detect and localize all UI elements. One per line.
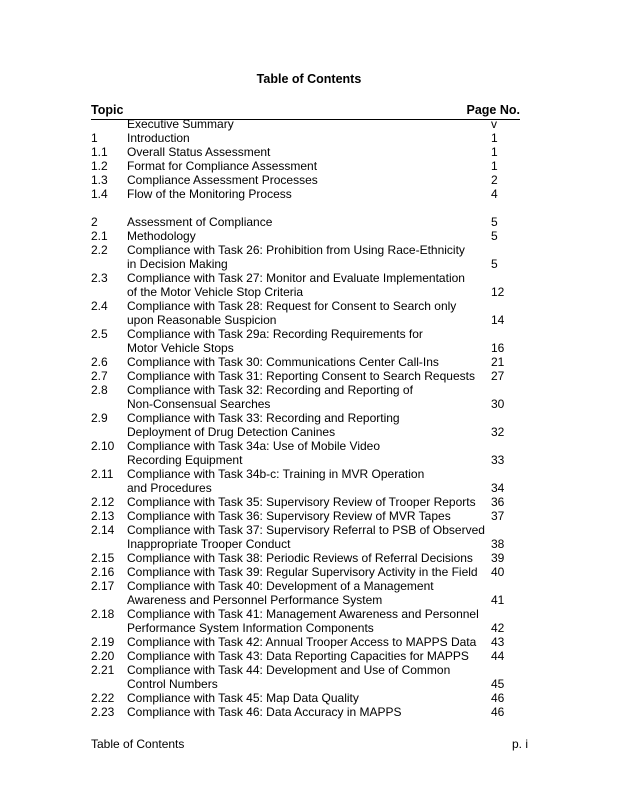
entry-title: Deployment of Drug Detection Canines [127, 425, 336, 439]
toc-entry [0, 621, 618, 635]
page-title: Table of Contents [256, 72, 362, 86]
entry-title: Overall Status Assessment [127, 145, 271, 159]
toc-entry [0, 299, 618, 313]
entry-title: in Decision Making [127, 257, 228, 271]
entry-number: 2.5 [91, 327, 108, 341]
entry-number: 2.14 [91, 523, 115, 537]
toc-entry [0, 243, 618, 257]
entry-page: 32 [491, 425, 505, 439]
entry-title: Executive Summary [127, 117, 234, 131]
toc-entry [0, 523, 618, 537]
footer-page-number: p. i [511, 737, 528, 751]
toc-entry [0, 257, 618, 271]
entry-title: Motor Vehicle Stops [127, 341, 234, 355]
entry-page: 46 [491, 705, 505, 719]
toc-entry [0, 607, 618, 621]
entry-title: Assessment of Compliance [127, 215, 273, 229]
entry-page: 37 [491, 509, 505, 523]
entry-number: 2.21 [91, 663, 115, 677]
toc-entry [0, 705, 618, 719]
entry-title: Compliance with Task 26: Prohibition from Using Race-Ethnicity [127, 243, 465, 257]
entry-page: 5 [491, 229, 498, 243]
toc-entry [0, 411, 618, 425]
entry-title: of the Motor Vehicle Stop Criteria [127, 285, 304, 299]
toc-entry [0, 453, 618, 467]
toc-entry [0, 327, 618, 341]
entry-page: 41 [491, 593, 505, 607]
page-no-heading: Page No. [466, 103, 520, 117]
toc-entry [0, 145, 618, 159]
entry-page: 43 [491, 635, 505, 649]
entry-number: 2.12 [91, 495, 115, 509]
entry-page: 40 [491, 565, 505, 579]
entry-number: 2.15 [91, 551, 115, 565]
toc-entry [0, 635, 618, 649]
entry-title: Compliance with Task 28: Request for Consent to Search only [127, 299, 457, 313]
toc-entry [0, 509, 618, 523]
toc-entry [0, 159, 618, 173]
entry-title: Compliance with Task 44: Development and Use of Common [127, 663, 451, 677]
entry-number: 2.8 [91, 383, 108, 397]
entry-title: Format for Compliance Assessment [127, 159, 318, 173]
entry-title: Compliance with Task 39: Regular Supervisory Activity in the Field [127, 565, 478, 579]
toc-entry [0, 579, 618, 593]
entry-page: 30 [491, 397, 505, 411]
entry-title: Compliance with Task 33: Recording and Reporting [127, 411, 400, 425]
toc-entry [0, 187, 618, 201]
toc-entry [0, 215, 618, 229]
entry-title: Compliance with Task 34b-c: Training in MVR Operation [127, 467, 425, 481]
toc-entry [0, 355, 618, 369]
toc-entry [0, 495, 618, 509]
entry-number: 2.7 [91, 369, 108, 383]
entry-title: Compliance Assessment Processes [127, 173, 318, 187]
entry-number: 2.4 [91, 299, 108, 313]
entry-page: 1 [491, 145, 498, 159]
entry-page: 14 [491, 313, 505, 327]
entry-number: 1.3 [91, 173, 108, 187]
entry-number: 2.20 [91, 649, 115, 663]
entry-page: 36 [491, 495, 505, 509]
entry-number: 2.22 [91, 691, 115, 705]
entry-number: 1.2 [91, 159, 108, 173]
toc-entry [0, 663, 618, 677]
entry-title: Introduction [127, 131, 190, 145]
entry-number: 2.10 [91, 439, 115, 453]
entry-page: 21 [491, 355, 505, 369]
entry-title: Performance System Information Components [127, 621, 374, 635]
entry-number: 2 [91, 215, 98, 229]
entry-title: Compliance with Task 37: Supervisory Referral to PSB of Observed [127, 523, 485, 537]
entry-number: 1.4 [91, 187, 108, 201]
toc-entry [0, 201, 618, 215]
entry-title: Compliance with Task 34a: Use of Mobile Video [127, 439, 381, 453]
entry-page: 42 [491, 621, 505, 635]
toc-entry [0, 467, 618, 481]
entry-title: Non-Consensual Searches [127, 397, 271, 411]
entry-number: 1.1 [91, 145, 108, 159]
entry-title: Inappropriate Trooper Conduct [127, 537, 291, 551]
toc-list [0, 117, 618, 719]
entry-title: Methodology [127, 229, 196, 243]
toc-entry [0, 285, 618, 299]
entry-title: Compliance with Task 36: Supervisory Review of MVR Tapes [127, 509, 451, 523]
entry-page: 45 [491, 677, 505, 691]
toc-entry [0, 439, 618, 453]
entry-page: 34 [491, 481, 505, 495]
entry-number: 2.3 [91, 271, 108, 285]
entry-title: Compliance with Task 45: Map Data Quality [127, 691, 359, 705]
toc-entry [0, 271, 618, 285]
entry-title: Compliance with Task 38: Periodic Reviews of Referral Decisions [127, 551, 473, 565]
entry-title: Compliance with Task 35: Supervisory Review of Trooper Reports [127, 495, 476, 509]
entry-number: 2.23 [91, 705, 115, 719]
entry-title: Compliance with Task 41: Management Awareness and Personnel [127, 607, 479, 621]
entry-page: 5 [491, 215, 498, 229]
entry-number: 1 [91, 131, 98, 145]
entry-title: Compliance with Task 42: Annual Trooper Access to MAPPS Data [127, 635, 477, 649]
entry-page: 1 [491, 159, 498, 173]
toc-entry [0, 691, 618, 705]
entry-title: Compliance with Task 27: Monitor and Evaluate Implementation [127, 271, 465, 285]
toc-entry [0, 313, 618, 327]
entry-page: v [491, 117, 497, 131]
toc-entry [0, 425, 618, 439]
entry-number: 2.18 [91, 607, 115, 621]
toc-entry [0, 551, 618, 565]
entry-page: 16 [491, 341, 505, 355]
toc-entry [0, 341, 618, 355]
entry-number: 2.17 [91, 579, 115, 593]
entry-title: Recording Equipment [127, 453, 243, 467]
entry-page: 12 [491, 285, 505, 299]
toc-entry [0, 593, 618, 607]
toc-entry [0, 397, 618, 411]
entry-number: 2.11 [91, 467, 114, 481]
toc-entry [0, 677, 618, 691]
entry-page: 27 [491, 369, 505, 383]
toc-entry [0, 229, 618, 243]
entry-title: upon Reasonable Suspicion [127, 313, 277, 327]
entry-title: Compliance with Task 46: Data Accuracy in MAPPS [127, 705, 402, 719]
entry-page: 39 [491, 551, 505, 565]
entry-number: 2.1 [91, 229, 108, 243]
entry-page: 46 [491, 691, 505, 705]
footer-title: Table of Contents [91, 737, 185, 751]
entry-page: 38 [491, 537, 505, 551]
toc-entry [0, 649, 618, 663]
entry-number: 2.19 [91, 635, 115, 649]
entry-page: 4 [491, 187, 498, 201]
entry-page: 1 [491, 131, 498, 145]
entry-page: 5 [491, 257, 498, 271]
toc-entry [0, 481, 618, 495]
toc-entry [0, 565, 618, 579]
entry-title: Compliance with Task 32: Recording and Reporting of [127, 383, 413, 397]
toc-entry [0, 173, 618, 187]
toc-entry [0, 383, 618, 397]
entry-title: Control Numbers [127, 677, 218, 691]
toc-entry [0, 117, 618, 131]
entry-title: Compliance with Task 31: Reporting Consent to Search Requests [127, 369, 475, 383]
entry-number: 2.9 [91, 411, 108, 425]
entry-number: 2.2 [91, 243, 108, 257]
entry-title: Compliance with Task 30: Communications Center Call-Ins [127, 355, 439, 369]
entry-title: Flow of the Monitoring Process [127, 187, 292, 201]
entry-title: Compliance with Task 40: Development of a Management [127, 579, 434, 593]
entry-page: 2 [491, 173, 498, 187]
entry-page: 33 [491, 453, 505, 467]
toc-entry [0, 369, 618, 383]
entry-title: Compliance with Task 29a: Recording Requirements for [127, 327, 423, 341]
entry-number: 2.16 [91, 565, 115, 579]
entry-number: 2.6 [91, 355, 108, 369]
entry-title: Awareness and Personnel Performance System [127, 593, 383, 607]
entry-title: and Procedures [127, 481, 212, 495]
topic-heading: Topic [91, 103, 124, 117]
entry-number: 2.13 [91, 509, 115, 523]
toc-entry [0, 537, 618, 551]
entry-title: Compliance with Task 43: Data Reporting Capacities for MAPPS [127, 649, 469, 663]
entry-page: 44 [491, 649, 505, 663]
toc-entry [0, 131, 618, 145]
